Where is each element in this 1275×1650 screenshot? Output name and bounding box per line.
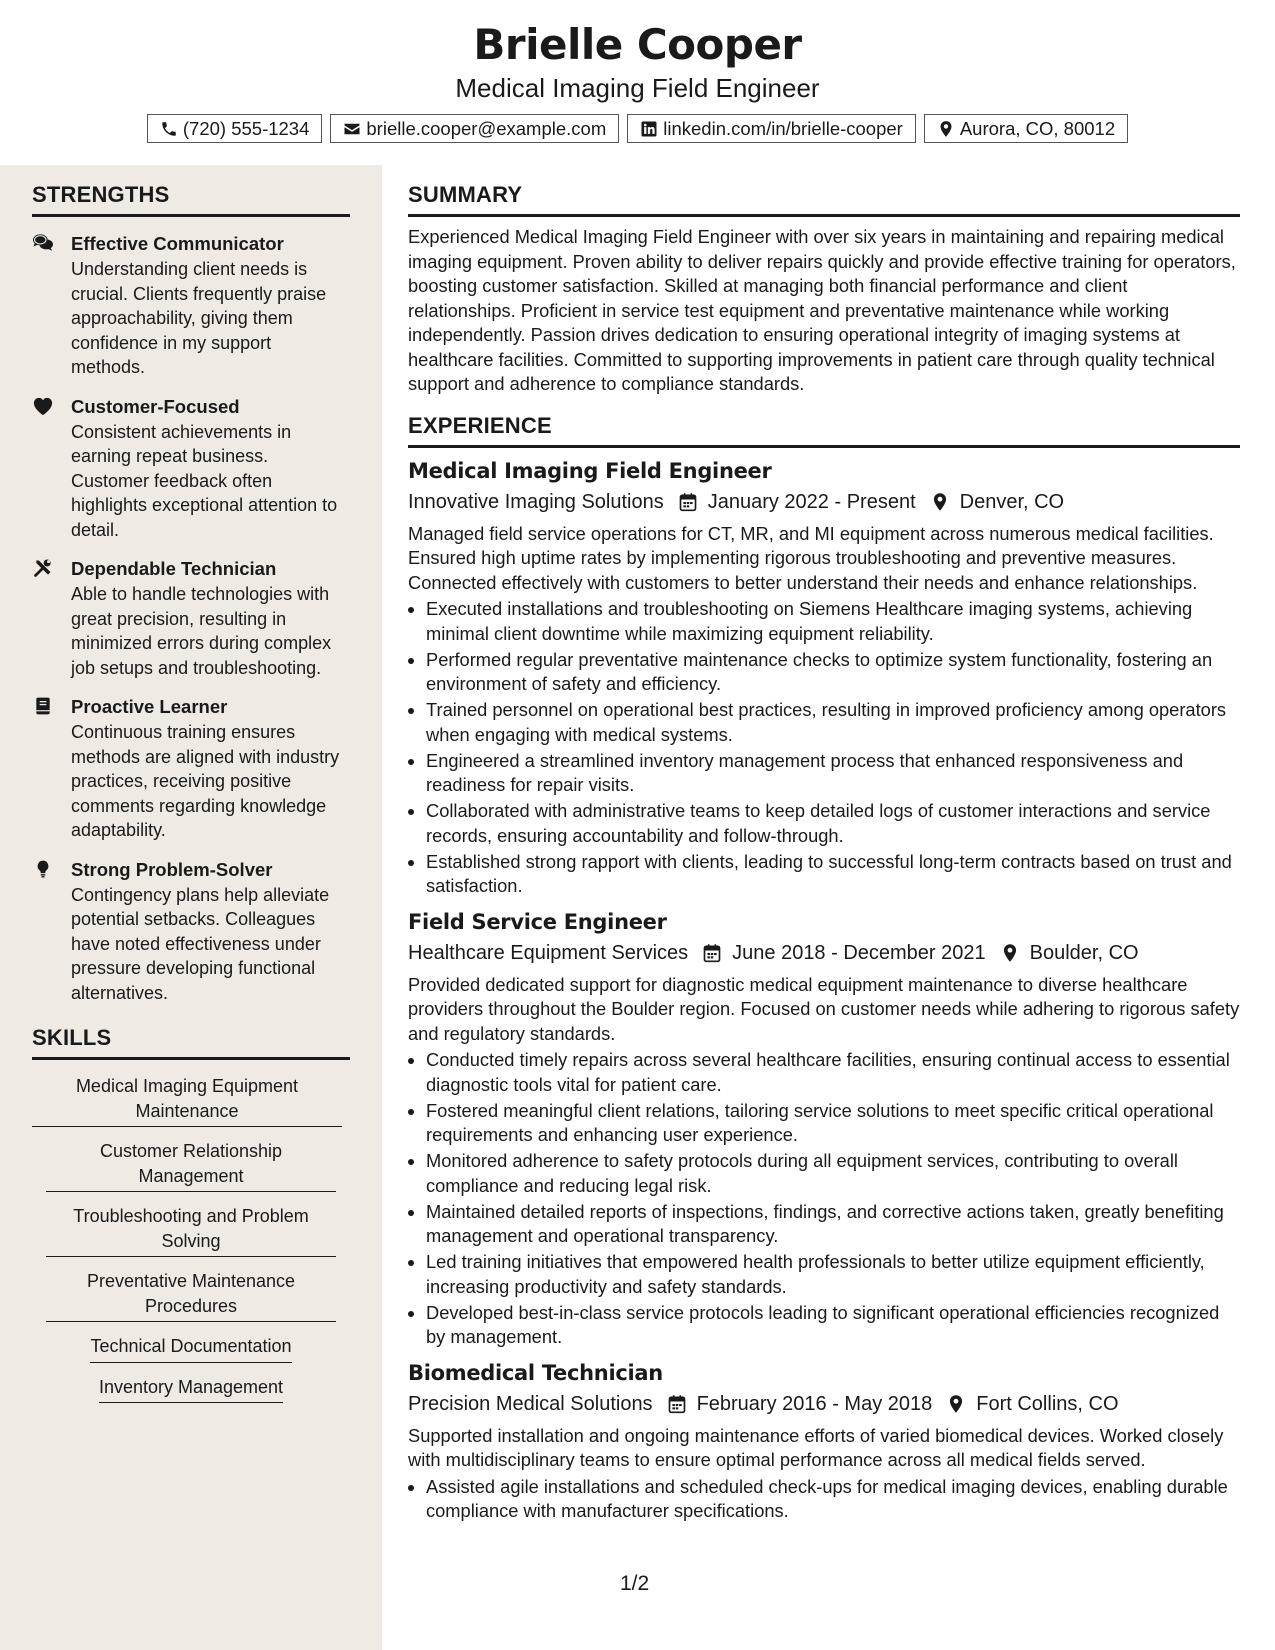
contact-linkedin[interactable]	[627, 114, 916, 143]
map-pin-icon	[946, 1394, 966, 1414]
contact-location	[924, 114, 1128, 143]
location-text: Aurora, CO, 80012	[959, 117, 1116, 139]
skill-list	[32, 1074, 350, 1403]
map-pin-icon	[1000, 943, 1020, 963]
phone-text: (720) 555-1234	[182, 117, 310, 139]
job-dates: February 2016 - May 2018	[696, 1392, 933, 1415]
calendar-icon	[667, 1394, 687, 1414]
job-entry	[408, 456, 1240, 899]
contact-bar	[0, 114, 1275, 143]
email-text: brielle.cooper@example.com	[366, 117, 607, 139]
job-description: Provided dedicated support for diagnostic medical equipment maintenance to diverse healthcare providers throughout the Boulder region. Focused on customer needs while adhering to rigorous safety and regulatory standards.	[408, 973, 1240, 1044]
strength-item	[32, 857, 350, 1006]
job-bullets	[408, 1048, 1240, 1350]
job-title: Biomedical Technician	[408, 1360, 663, 1385]
phone-icon	[160, 120, 178, 138]
skill-item: Troubleshooting and Problem Solving	[46, 1204, 336, 1257]
strength-title: Effective Communicator	[71, 233, 284, 254]
lightbulb-icon	[32, 859, 54, 879]
bullet-item: • Established strong rapport with clients, leading to successful long-term contracts based on trust and satisfaction.	[426, 850, 1240, 899]
job-bullets	[408, 597, 1240, 899]
skill-item: Technical Documentation	[90, 1334, 291, 1363]
strength-desc: Contingency plans help alleviate potential setbacks. Colleagues have noted effectiveness under pressure developing functional alternatives.	[71, 884, 330, 1003]
bullet-item: • Executed installations and troubleshooting on Siemens Healthcare imaging systems, achieving minimal client downtime while maximizing equipment reliability.	[426, 597, 1240, 646]
comments-icon	[32, 233, 54, 253]
bullet-item: • Assisted agile installations and scheduled check-ups for medical imaging devices, enabling durable compliance with manufacturer specifications.	[426, 1475, 1240, 1524]
job-company: Precision Medical Solutions	[408, 1392, 653, 1415]
bullet-item: • Led training initiatives that empowered health professionals to better utilize equipment efficiently, increasing productivity and safety standards.	[426, 1250, 1240, 1299]
job-bullets	[408, 1475, 1240, 1524]
job-dates: January 2022 - Present	[707, 490, 916, 513]
job-location: Fort Collins, CO	[976, 1392, 1119, 1415]
summary-heading: SUMMARY	[408, 182, 1240, 217]
skills-section	[32, 1025, 350, 1415]
bullet-item: • Performed regular preventative maintenance checks to optimize system functionality, fostering an environment of safety and efficiency.	[426, 648, 1240, 697]
strength-desc: Continuous training ensures methods are aligned with industry practices, receiving positive comments regarding knowledge adaptability.	[71, 722, 340, 840]
job-title: Medical Imaging Field Engineer	[408, 458, 772, 483]
job-company: Healthcare Equipment Services	[408, 941, 689, 964]
strength-item	[32, 231, 350, 380]
job-company: Innovative Imaging Solutions	[408, 490, 664, 513]
skill-item: Medical Imaging Equipment Maintenance	[32, 1074, 342, 1127]
candidate-name: Brielle Cooper	[473, 20, 802, 69]
linkedin-text: linkedin.com/in/brielle-cooper	[663, 117, 903, 139]
strength-title: Dependable Technician	[71, 558, 277, 579]
skill-item: Inventory Management	[99, 1375, 283, 1404]
calendar-icon	[678, 492, 698, 512]
envelope-icon	[343, 120, 361, 138]
skill-item: Preventative Maintenance Procedures	[46, 1269, 336, 1322]
bullet-item: • Maintained detailed reports of inspections, findings, and corrective actions taken, greatly benefiting management and operational transparency.	[426, 1200, 1240, 1249]
skill-item: Customer Relationship Management	[46, 1139, 336, 1192]
strength-desc: Understanding client needs is crucial. Clients frequently praise approachability, giving them confidence in my support methods.	[71, 259, 327, 377]
strengths-section	[32, 182, 350, 1005]
summary-text: Experienced Medical Imaging Field Engineer with over six years in maintaining and repairing medical imaging equipment. Proven ability to deliver repairs quickly and provide effective training for operators, boosting customer satisfaction. Skilled at managing both financial performance and client relationships. Proficient in service test equipment and preventative maintenance while working independently. Passion drives dedication to ensuring operational integrity of imaging systems at healthcare facilities. Committed to supporting improvements in patient care through quality technical support and adherence to compliance standards.	[408, 226, 1236, 394]
job-location: Boulder, CO	[1029, 941, 1139, 964]
strength-desc: Able to handle technologies with great precision, resulting in minimized errors during complex job setups and troubleshooting.	[71, 584, 332, 678]
calendar-icon	[702, 943, 722, 963]
map-pin-icon	[937, 120, 955, 138]
book-icon	[32, 696, 54, 716]
page-number: 1/2	[620, 1572, 650, 1595]
strength-desc: Consistent achievements in earning repeat business. Customer feedback often highlights exceptional attention to detail.	[71, 421, 338, 540]
strength-item	[32, 394, 350, 543]
job-meta	[408, 937, 1240, 969]
job-entry	[408, 907, 1240, 1350]
candidate-title: Medical Imaging Field Engineer	[455, 73, 820, 103]
main-content	[408, 165, 1240, 1525]
bullet-item: • Engineered a streamlined inventory management process that enhanced responsiveness and readiness for repair visits.	[426, 749, 1240, 798]
tools-icon	[32, 558, 54, 578]
skills-heading: SKILLS	[32, 1025, 350, 1060]
job-meta	[408, 1388, 1240, 1420]
resume-header	[0, 0, 1275, 165]
job-dates: June 2018 - December 2021	[732, 941, 986, 964]
bullet-item: • Conducted timely repairs across several healthcare facilities, ensuring continual access to essential diagnostic tools vital for patient care.	[426, 1048, 1240, 1097]
linkedin-icon	[640, 120, 658, 138]
strength-item	[32, 556, 350, 680]
job-title: Field Service Engineer	[408, 909, 667, 934]
strength-title: Customer-Focused	[71, 395, 240, 417]
strength-item	[32, 694, 350, 843]
job-description: Supported installation and ongoing maintenance efforts of varied biomedical devices. Worked closely with multidisciplinary teams to ensure optimal performance across all medical fields served.	[408, 1424, 1224, 1470]
sidebar	[0, 165, 382, 1650]
contact-email[interactable]	[330, 114, 619, 143]
bullet-item: • Collaborated with administrative teams to keep detailed logs of customer interactions and service records, ensuring accountability and follow-through.	[426, 799, 1240, 848]
experience-heading: EXPERIENCE	[408, 413, 1240, 448]
strength-title: Strong Problem-Solver	[71, 858, 273, 880]
map-pin-icon	[930, 492, 950, 512]
job-meta	[408, 486, 1240, 518]
strengths-heading: STRENGTHS	[32, 182, 350, 217]
job-description: Managed field service operations for CT, MR, and MI equipment across numerous medical facilities. Ensured high uptime rates by implementing rigorous troubleshooting and preventive measures. Connected effectively with customers to better understand their needs and enhance relationships.	[408, 522, 1214, 593]
heart-icon	[32, 396, 54, 416]
bullet-item: • Fostered meaningful client relations, tailoring service solutions to meet specific critical operational requirements and enhancing user experience.	[426, 1099, 1240, 1148]
bullet-item: • Monitored adherence to safety protocols during all equipment services, contributing to overall compliance and reducing legal risk.	[426, 1149, 1240, 1198]
job-location: Denver, CO	[959, 490, 1065, 513]
contact-phone[interactable]	[147, 114, 323, 143]
bullet-item: • Developed best-in-class service protocols leading to significant operational efficiencies recognized by management.	[426, 1301, 1240, 1350]
strength-title: Proactive Learner	[71, 696, 228, 717]
job-entry	[408, 1358, 1240, 1524]
bullet-item: • Trained personnel on operational best practices, resulting in improved proficiency among operators when engaging with medical systems.	[426, 698, 1240, 747]
